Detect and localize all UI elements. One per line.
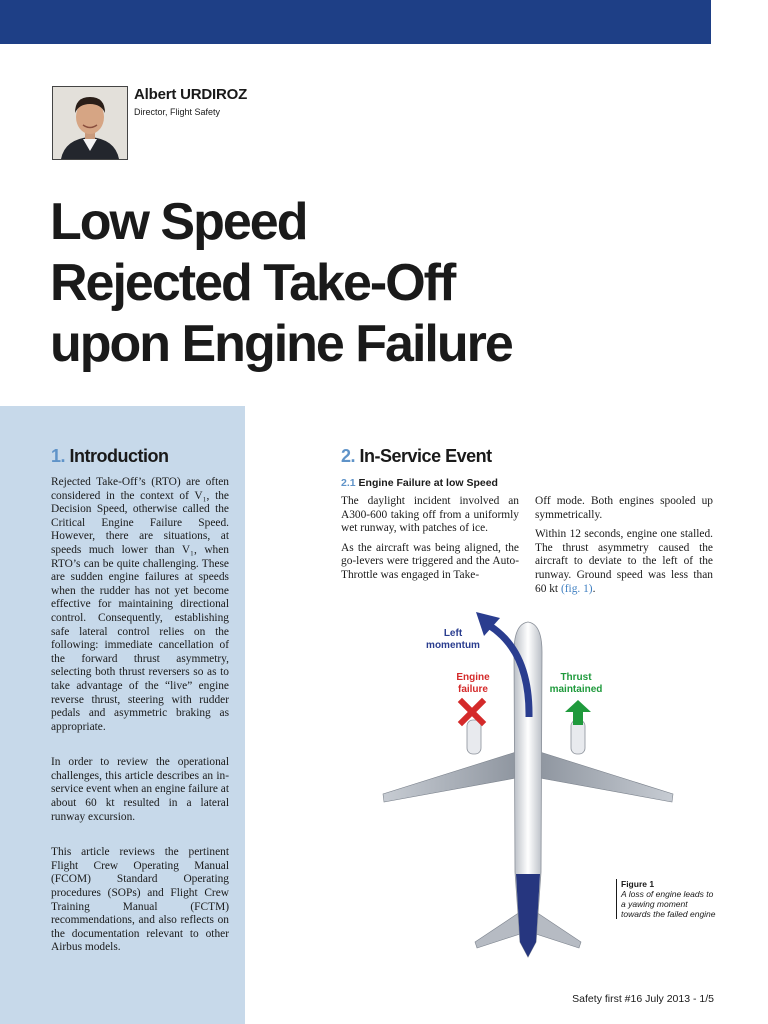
event-paragraph-1: The daylight incident involved an A300-600 taking off from a uniformly wet runway, with patches of ice. <box>341 495 519 535</box>
figure-1-caption <box>616 879 717 919</box>
figure-caption-text: A loss of engine leads to a yawing moment towards the failed engine <box>621 889 716 919</box>
author-portrait-image <box>53 87 127 159</box>
left-wing <box>383 752 516 802</box>
author-name: Albert URDIROZ <box>134 86 248 103</box>
intro-paragraph-2: In order to review the operational challenges, this article describes an in-service event when an engine failure at about 60 kt resulted in a lateral runway excursion. <box>51 756 229 823</box>
thrust-maintained-label: Thrust maintained <box>549 672 603 695</box>
left-momentum-label: Left momentum <box>426 628 480 651</box>
title-line-3: upon Engine Failure <box>50 315 512 373</box>
page-footer: Safety first #16 July 2013 - 1/5 <box>572 993 714 1005</box>
engine-failure-label: Engine failure <box>456 672 490 695</box>
right-wing <box>540 752 673 802</box>
section-1-heading <box>51 446 169 467</box>
section-2-number: 2. <box>341 446 356 466</box>
figure-caption-title: Figure 1 <box>621 879 655 889</box>
event-paragraph-4 <box>535 528 713 596</box>
section-2-heading <box>341 446 492 467</box>
event-paragraph-2: As the aircraft was being aligned, the go-levers were triggered and the Auto-Throttle was engaged in Take- <box>341 541 519 581</box>
section-1-title: Introduction <box>69 446 169 466</box>
title-line-2: Rejected Take-Off <box>50 254 455 312</box>
subsection-2-1-heading <box>341 477 498 489</box>
section-2-title: In-Service Event <box>359 446 492 466</box>
header-bar <box>0 0 711 44</box>
engine-failure-cross-icon <box>462 702 482 722</box>
author-photo <box>52 86 128 160</box>
article-title <box>50 192 512 375</box>
right-engine <box>571 720 585 754</box>
left-stabilizer <box>475 912 520 948</box>
right-stabilizer <box>536 912 581 948</box>
event-column-right <box>535 495 713 602</box>
intro-paragraph-3: This article reviews the pertinent Flight Crew Operating Manual (FCOM) Standard Operating procedures (SOPs) and Flight Crew Training Manual (FCTM) recommendations, and also reflects on the documentation relevant to other Airbus models. <box>51 846 229 954</box>
introduction-column <box>51 476 229 977</box>
subsection-number: 2.1 <box>341 477 356 489</box>
event-paragraph-4-text: Within 12 seconds, engine one stalled. The thrust asymmetry caused the aircraft to deviate to the left of the runway. Ground speed was less than 60 kt <box>535 528 713 595</box>
section-1-number: 1. <box>51 446 66 466</box>
intro-paragraph-1: Rejected Take-Off’s (RTO) are often considered in the context of V₁, the Decision Speed, otherwise called the Critical Engine Failure Speed. However, there are situations, at speeds much lower than V₁, when RTO’s can be quite challenging. These are sudden engine failures at speeds when the rudder has not yet become effective for maintaining directional control. Consequently, establishing safe lateral control relies on the following: immediate cancellation of the forward thrust asymmetry, selecting both thrust reversers so as to take advantage of the “live” engine reverse thrust, steering with rudder pedals and asymmetric braking as appropriate. <box>51 476 229 733</box>
author-role: Director, Flight Safety <box>134 107 221 117</box>
title-line-1: Low Speed <box>50 193 307 251</box>
thrust-maintained-arrow-icon <box>565 700 591 725</box>
event-column-left <box>341 495 519 589</box>
event-paragraph-4-end: . <box>592 582 596 595</box>
tail-livery <box>516 874 540 957</box>
header-bar-gap <box>711 0 768 44</box>
subsection-title: Engine Failure at low Speed <box>358 477 498 489</box>
figure-1-reference-link[interactable]: (fig. 1) <box>560 582 593 595</box>
left-engine <box>467 720 481 754</box>
event-paragraph-3: Off mode. Both engines spooled up symmetrically. <box>535 495 713 521</box>
